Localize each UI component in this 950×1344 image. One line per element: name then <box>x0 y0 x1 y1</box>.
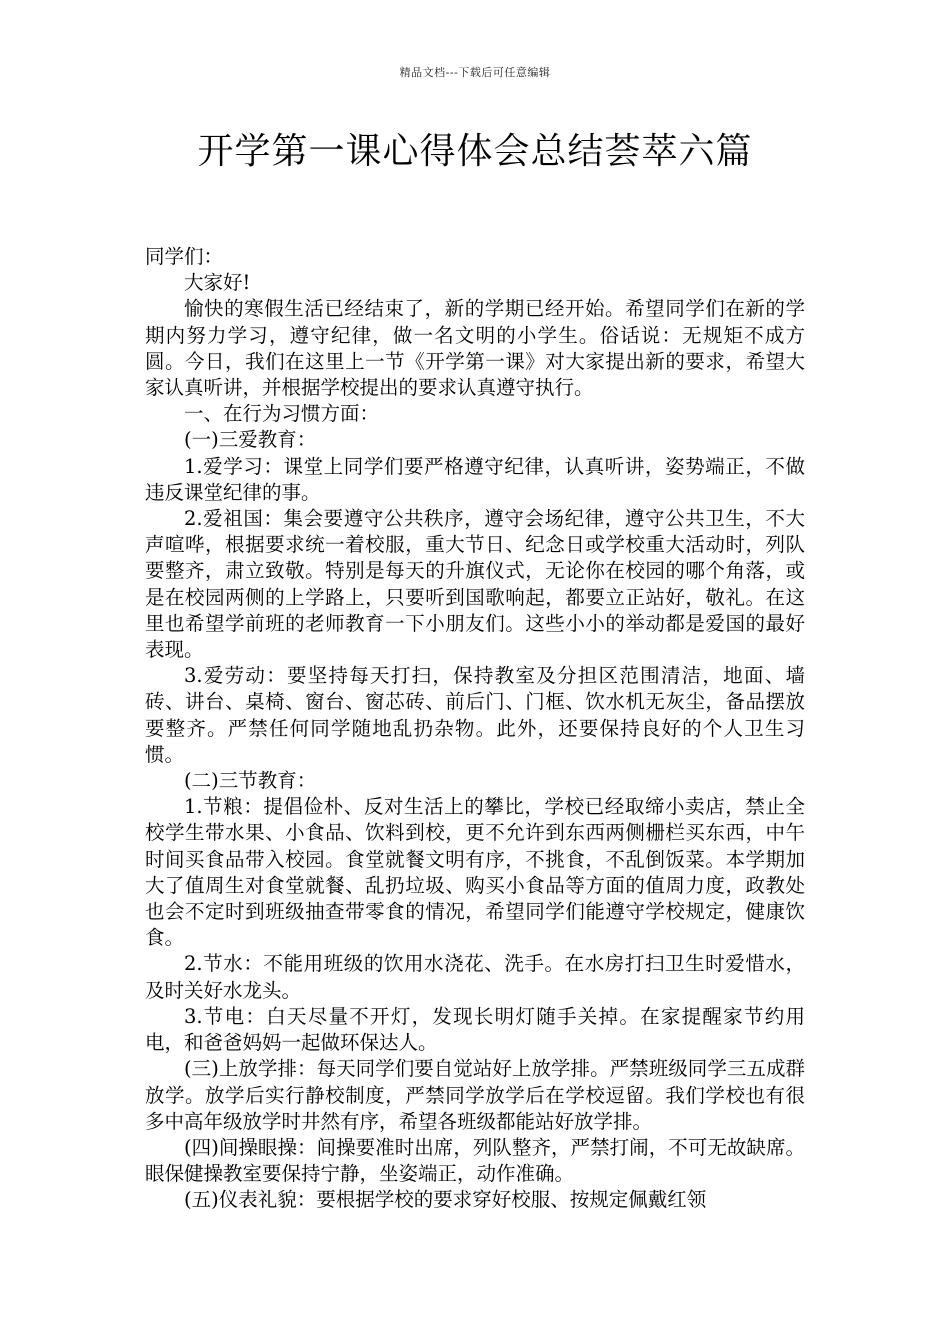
body-paragraph: 2.爱祖国：集会要遵守公共秩序，遵守会场纪律，遵守公共卫生，不大声喧哗，根据要求统一着校服，重大节日、纪念日或学校重大活动时，列队要整齐，肃立致敬。特别是每天的升旗仪式，无论你在校园的哪个角落，或是在校园两侧的上学路上，只要听到国歌响起，都要立正站好，敬礼。在这里也希望学前班的老师教育一下小朋友们。这些小小的举动都是爱国的最好表现。 <box>145 507 805 662</box>
section-heading: 一、在行为习惯方面： <box>184 402 380 426</box>
body-paragraph: 3.节电：白天尽量不开灯，发现长明灯随手关掉。在家提醒家节约用电，和爸爸妈妈一起做环保达人。 <box>145 1004 805 1055</box>
body-paragraph: 愉快的寒假生活已经结束了，新的学期已经开始。希望同学们在新的学期内努力学习，遵守纪律，做一名文明的小学生。俗话说：无规矩不成方圆。今日，我们在这里上一节《开学第一课》对大家提出新的要求，希望大家认真听讲，并根据学校提出的要求认真遵守执行。 <box>145 297 805 400</box>
subsection-heading: (二)三节教育： <box>184 769 317 793</box>
document-title: 开学第一课心得体会总结荟萃六篇 <box>197 131 753 172</box>
body-paragraph: (五)仪表礼貌：要根据学校的要求穿好校服、按规定佩戴红领 <box>184 1188 707 1212</box>
subsection-heading: (一)三爱教育： <box>184 428 317 452</box>
greeting: 大家好! <box>184 271 251 295</box>
body-paragraph: 1.爱学习：课堂上同学们要严格遵守纪律，认真听讲，姿势端正，不做违反课堂纪律的事。 <box>145 454 805 504</box>
body-paragraph: 3.爱劳动：要坚持每天打扫，保持教室及分担区范围清洁，地面、墙砖、讲台、桌椅、窗台、窗芯砖、前后门、门框、饮水机无灰尘，备品摆放要整齐。严禁任何同学随地乱扔杂物。此外，还要保持良好的个人卫生习惯。 <box>145 664 805 766</box>
body-paragraph: 2.节水：不能用班级的饮用水浇花、洗手。在水房打扫卫生时爱惜水，及时关好水龙头。 <box>145 952 805 1002</box>
body-paragraph: (四)间操眼操：间操要准时出席，列队整齐，严禁打闹，不可无故缺席。眼保健操教室要保持宁静，坐姿端正，动作准确。 <box>145 1135 805 1186</box>
body-paragraph: 1.节粮：提倡俭朴、反对生活上的攀比，学校已经取缔小卖店，禁止全校学生带水果、小食品、饮料到校，更不允许到东西两侧栅栏买东西，中午时间买食品带入校园。食堂就餐文明有序，不挑食，不乱倒饭菜。本学期加大了值周生对食堂就餐、乱扔垃圾、购买小食品等方面的值周力度，政教处也会不定时到班级抽查带零食的情况，希望同学们能遵守学校规定，健康饮食。 <box>145 795 805 950</box>
page-header-note: 精品文档---下载后可任意编辑 <box>399 66 551 79</box>
body-paragraph: (三)上放学排：每天同学们要自觉站好上放学排。严禁班级同学三五成群放学。放学后实行静校制度，严禁同学放学后在学校逗留。我们学校也有很多中高年级放学时井然有序，希望各班级都能站好放学排。 <box>145 1057 805 1133</box>
salutation: 同学们： <box>145 245 224 268</box>
document-body <box>145 244 805 1214</box>
